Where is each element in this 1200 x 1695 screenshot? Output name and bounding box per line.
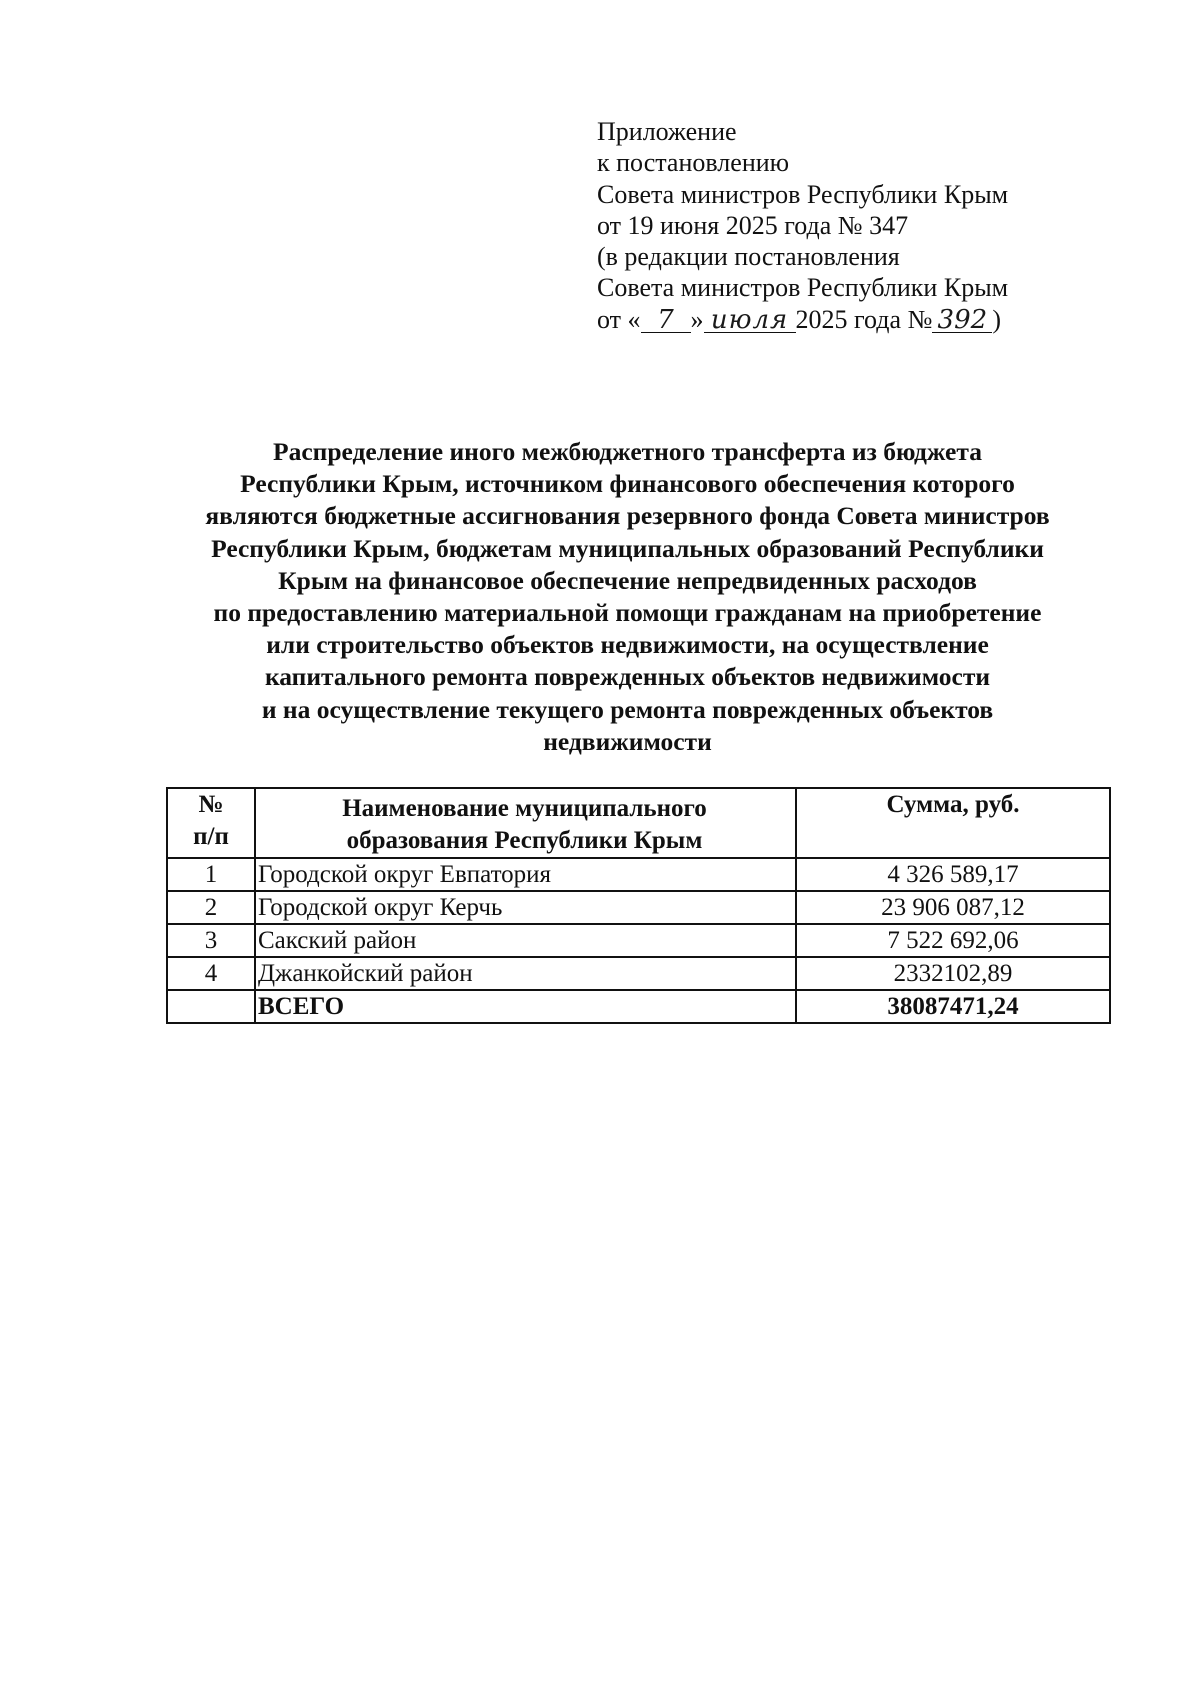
title-line: капитального ремонта поврежденных объектов недвижимости xyxy=(264,662,991,692)
header-name xyxy=(255,788,796,858)
row-num: 1 xyxy=(167,858,255,891)
title-line: и на осуществление текущего ремонта поврежденных объектов xyxy=(261,694,994,724)
row-sum: 7 522 692,06 xyxy=(796,924,1110,957)
date-quote-close: » xyxy=(690,304,704,334)
title-line: Республики Крым, источником финансового обеспечения которого xyxy=(240,469,1015,499)
appendix-line: Совета министров Республики Крым xyxy=(597,179,1009,209)
header-name-line: Наименование муниципального xyxy=(342,795,707,822)
title-line: недвижимости xyxy=(543,726,712,756)
appendix-line: Приложение xyxy=(597,117,737,146)
distribution-table xyxy=(166,787,1111,1024)
row-sum: 2332102,89 xyxy=(796,957,1110,990)
appendix-line: от 19 июня 2025 года № 347 xyxy=(597,210,909,240)
title-line: Республики Крым, бюджетам муниципальных образований Республики xyxy=(211,533,1044,563)
row-num: 2 xyxy=(167,891,255,924)
appendix-line: Совета министров Республики Крым xyxy=(597,273,1009,303)
row-name: Городской округ Керчь xyxy=(255,891,796,924)
date-prefix: от « xyxy=(597,304,641,334)
row-name: Джанкойский район xyxy=(255,957,796,990)
appendix-block xyxy=(597,116,1008,335)
amendment-date-line xyxy=(597,304,1008,335)
title-line: по предоставлению материальной помощи гражданам на приобретение xyxy=(213,598,1042,628)
handwritten-month: июля xyxy=(704,308,796,333)
total-row xyxy=(167,990,1110,1023)
appendix-line: (в редакции постановления xyxy=(597,242,900,272)
row-sum: 23 906 087,12 xyxy=(796,891,1110,924)
date-suffix: ) xyxy=(992,304,1002,334)
document-title xyxy=(150,436,1105,758)
header-num xyxy=(167,788,255,858)
date-year-text: 2025 года № xyxy=(795,304,933,334)
total-label: ВСЕГО xyxy=(255,990,796,1023)
row-sum: 4 326 589,17 xyxy=(796,858,1110,891)
row-name: Сакский район xyxy=(255,924,796,957)
header-sum: Сумма, руб. xyxy=(796,788,1110,858)
title-line: являются бюджетные ассигнования резервного фонда Совета министров xyxy=(205,501,1050,531)
table-row xyxy=(167,858,1110,891)
total-num xyxy=(167,990,255,1023)
row-name: Городской округ Евпатория xyxy=(255,858,796,891)
title-line: или строительство объектов недвижимости, на осуществление xyxy=(266,630,989,660)
table-row xyxy=(167,891,1110,924)
header-num-line: п/п xyxy=(193,823,229,850)
appendix-line: к постановлению xyxy=(597,148,790,178)
title-line: Крым на финансовое обеспечение непредвиденных расходов xyxy=(278,565,977,595)
row-num: 4 xyxy=(167,957,255,990)
table-row xyxy=(167,924,1110,957)
header-num-line: № xyxy=(198,791,224,818)
handwritten-number: 392 xyxy=(932,308,992,333)
row-num: 3 xyxy=(167,924,255,957)
handwritten-day: 7 xyxy=(641,308,691,333)
title-line: Распределение иного межбюджетного трансферта из бюджета xyxy=(273,437,982,466)
table-header-row xyxy=(167,788,1110,858)
total-sum: 38087471,24 xyxy=(796,990,1110,1023)
table-row xyxy=(167,957,1110,990)
header-name-line: образования Республики Крым xyxy=(346,827,703,854)
